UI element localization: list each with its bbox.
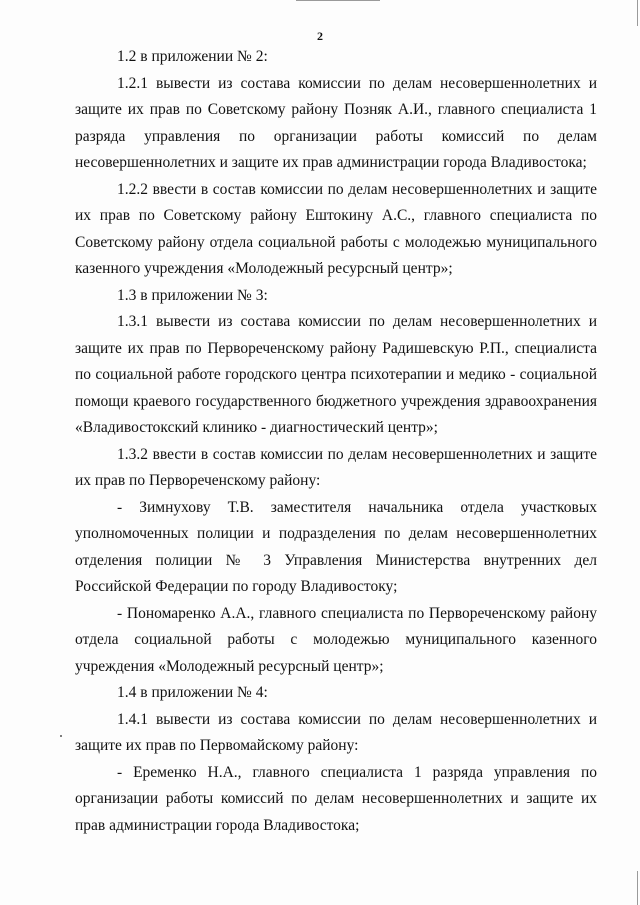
paragraph-1-3-2: 1.3.2 ввести в состав комиссии по делам несовершеннолетних и защите их прав по Первореченскому району: <box>75 445 597 489</box>
document-body <box>75 44 597 839</box>
paragraph-1-4: 1.4 в приложении № 4: <box>117 684 268 701</box>
scan-edge-artifact <box>296 0 380 1</box>
page-number: 2 <box>317 29 323 43</box>
scan-edge-artifact <box>637 0 638 26</box>
paragraph-1-4-1: 1.4.1 вывести из состава комиссии по делам несовершеннолетних и защите их прав по Первомайскому району: <box>75 710 597 754</box>
paragraph-1-3-1: 1.3.1 вывести из состава комиссии по делам несовершеннолетних и защите их прав по Первореченскому району Радишевскую Р.П., специалиста по социальной работе городского центра психотерапии и медико - социальной помощи краевого государственного бюджетного учреждения здравоохранения «Владивостокский клинико - диагностический центр»; <box>75 313 597 436</box>
scan-speck <box>60 735 62 737</box>
list-item-zimnukhova: - Зимнухову Т.В. заместителя начальника отдела участковых уполномоченных полиции и подразделения по делам несовершеннолетних отделения полиции № 3 Управления Министерства внутренних дел Российской Федерации по городу Владивостоку; <box>75 498 597 595</box>
list-item-ponomarenko: - Пономаренко А.А., главного специалиста по Первореченскому району отдела социальной работы с молодежью муниципального казенного учреждения «Молодежный ресурсный центр»; <box>75 604 597 675</box>
paragraph-1-2-2: 1.2.2 ввести в состав комиссии по делам несовершеннолетних и защите их прав по Советскому району Ештокину А.С., главного специалиста по Советскому району отдела социальной работы с молодежью муниципального казенного учреждения «Молодежный ресурсный центр»; <box>75 180 597 277</box>
paragraph-1-2-1: 1.2.1 вывести из состава комиссии по делам несовершеннолетних и защите их прав по Советскому району Позняк А.И., главного специалиста 1 разряда управления по организации работы комиссий по делам несовершеннолетних и защите их прав администрации города Владивостока; <box>75 74 597 171</box>
scan-edge-artifact <box>637 871 638 905</box>
list-item-eremenko: - Еременко Н.А., главного специалиста 1 разряда управления по организации работы комиссий по делам несовершеннолетних и защите их прав администрации города Владивостока; <box>75 763 597 834</box>
paragraph-1-2: 1.2 в приложении № 2: <box>117 48 268 65</box>
paragraph-1-3: 1.3 в приложении № 3: <box>117 286 268 304</box>
